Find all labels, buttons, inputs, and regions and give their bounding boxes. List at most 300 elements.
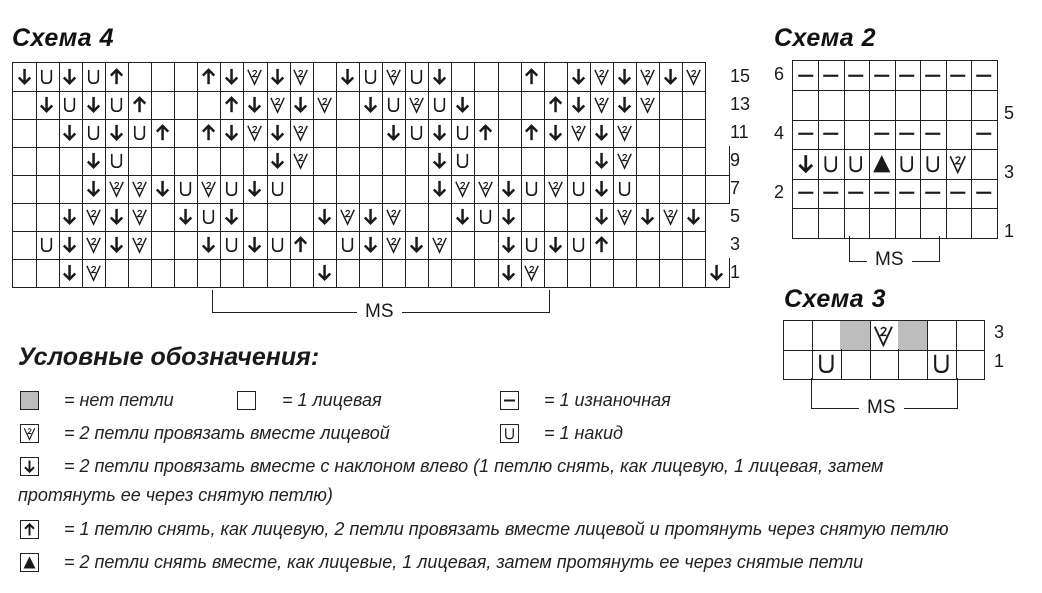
scheme2-row-label-right: 1 — [1004, 220, 1015, 241]
scheme4-cell — [312, 118, 337, 148]
scheme4-cell — [520, 146, 545, 176]
yarn-over-icon — [453, 151, 472, 170]
ssk-icon — [107, 235, 126, 254]
sk2p-icon — [130, 95, 149, 114]
k2tog-icon — [107, 179, 126, 198]
scheme2-cell — [792, 60, 819, 91]
legend-k2tog: = 2 петли провязать вместе лицевой — [64, 423, 390, 443]
scheme2-cell — [792, 90, 819, 121]
ssk-icon — [84, 95, 103, 114]
scheme4-cell — [312, 230, 337, 260]
scheme4-cell — [104, 202, 129, 232]
scheme4-cell — [636, 118, 661, 148]
scheme4-cell — [705, 174, 730, 204]
scheme4-row-label: 5 — [730, 206, 741, 226]
scheme4-cell — [474, 118, 499, 148]
scheme4-cell — [81, 118, 106, 148]
scheme4-cell — [151, 62, 176, 92]
scheme2-cell — [792, 178, 819, 209]
scheme4-cell — [682, 90, 707, 120]
scheme3-cell — [840, 320, 870, 351]
sk2p-icon — [546, 95, 565, 114]
yarn-over-icon — [37, 67, 56, 86]
scheme2-cell — [818, 119, 845, 150]
yarn-over-icon — [338, 235, 357, 254]
legend-yarn-over: = 1 накид — [544, 423, 623, 443]
scheme4-cell — [359, 146, 384, 176]
legend-knit: = 1 лицевая — [282, 390, 382, 410]
s2kp-icon — [20, 553, 39, 572]
scheme4-cell — [35, 62, 60, 92]
scheme2-cell — [869, 60, 896, 91]
purl-icon — [922, 123, 944, 145]
scheme4-cell — [682, 174, 707, 204]
purl-icon — [947, 65, 969, 87]
scheme4-cell — [520, 174, 545, 204]
scheme2-cell — [843, 119, 870, 150]
scheme4-cell — [543, 230, 568, 260]
k2tog-icon — [430, 235, 449, 254]
scheme3-cell — [869, 349, 899, 380]
scheme4-cell — [659, 118, 684, 148]
scheme4-cell — [382, 174, 407, 204]
k2tog-icon — [661, 207, 680, 226]
sk2p-icon — [153, 123, 172, 142]
scheme4-cell — [58, 202, 83, 232]
k2tog-icon — [291, 151, 310, 170]
scheme4-cell — [197, 62, 222, 92]
scheme2-cell — [971, 90, 998, 121]
k2tog-icon — [947, 153, 969, 175]
scheme4-cell — [197, 90, 222, 120]
ssk-icon — [315, 207, 334, 226]
scheme4-cell — [359, 62, 384, 92]
scheme4-cell — [151, 90, 176, 120]
scheme4-cell — [659, 258, 684, 288]
ssk-icon — [430, 123, 449, 142]
scheme3-row-label: 3 — [994, 322, 1005, 342]
scheme4-cell — [12, 230, 37, 260]
purl-icon — [795, 123, 817, 145]
scheme4-cell — [520, 202, 545, 232]
ssk-icon — [499, 179, 518, 198]
scheme4-cell — [682, 230, 707, 260]
ssk-icon — [546, 123, 565, 142]
scheme4-cell — [289, 90, 314, 120]
ssk-icon — [707, 263, 726, 282]
scheme2-row-label-left: 6 — [774, 64, 785, 84]
scheme4-cell — [405, 230, 430, 260]
scheme4-cell — [497, 90, 522, 120]
yarn-over-icon — [929, 351, 954, 376]
ssk-icon — [268, 123, 287, 142]
purl-icon — [845, 65, 867, 87]
ssk-icon — [291, 95, 310, 114]
purl-icon — [795, 182, 817, 204]
yarn-over-icon — [222, 235, 241, 254]
scheme3-cell — [955, 349, 985, 380]
scheme2-cell — [945, 60, 972, 91]
scheme4-cell — [81, 174, 106, 204]
scheme4-cell — [289, 174, 314, 204]
scheme4-cell — [220, 202, 245, 232]
scheme4-cell — [266, 230, 291, 260]
scheme2-row-label-left: 2 — [774, 182, 785, 202]
ssk-icon — [453, 95, 472, 114]
scheme4-cell — [543, 118, 568, 148]
scheme3-cell — [783, 349, 813, 380]
scheme4-cell — [497, 174, 522, 204]
k2tog-icon — [84, 207, 103, 226]
scheme4-cell — [335, 90, 360, 120]
yarn-over-icon — [922, 153, 944, 175]
scheme4-cell — [682, 146, 707, 176]
purl-icon — [896, 182, 918, 204]
scheme4-cell — [335, 146, 360, 176]
scheme4-cell — [151, 174, 176, 204]
scheme2-cell — [945, 90, 972, 121]
scheme4-cell — [520, 118, 545, 148]
scheme4-cell — [451, 230, 476, 260]
scheme4-cell — [405, 90, 430, 120]
scheme4-cell — [174, 230, 199, 260]
scheme2-row-label-left: 4 — [774, 123, 785, 143]
scheme4-cell — [451, 90, 476, 120]
yarn-over-icon — [107, 95, 126, 114]
scheme4-cell — [266, 146, 291, 176]
scheme4-cell — [335, 174, 360, 204]
s2kp-icon — [871, 153, 893, 175]
sk2p-icon — [222, 95, 241, 114]
scheme4-cell — [428, 230, 453, 260]
sk2p-icon — [291, 235, 310, 254]
ssk-icon — [546, 235, 565, 254]
scheme4-cell — [682, 202, 707, 232]
scheme4-cell — [266, 258, 291, 288]
purl-icon — [500, 391, 519, 410]
legend-sk2p: = 1 петлю снять, как лицевую, 2 петли провязать вместе лицевой и протянуть через снятую петлю — [64, 519, 949, 539]
scheme4-cell — [474, 230, 499, 260]
scheme4-cell — [289, 62, 314, 92]
scheme4-cell — [81, 62, 106, 92]
scheme4-cell — [35, 174, 60, 204]
k2tog-icon — [384, 235, 403, 254]
scheme2-cell — [818, 178, 845, 209]
scheme4-cell — [359, 90, 384, 120]
scheme2-cell — [945, 178, 972, 209]
sk2p-icon — [107, 67, 126, 86]
scheme4-cell — [636, 230, 661, 260]
ssk-icon — [661, 67, 680, 86]
scheme2-cell — [792, 119, 819, 150]
k2tog-icon — [199, 179, 218, 198]
scheme2-cell — [971, 119, 998, 150]
scheme4-cell — [613, 118, 638, 148]
scheme4-cell — [566, 118, 591, 148]
scheme4-cell — [520, 230, 545, 260]
ssk-icon — [176, 207, 195, 226]
scheme4-row-label: 13 — [730, 94, 751, 114]
scheme4-cell — [636, 146, 661, 176]
scheme3-ms-label: MS — [859, 398, 904, 417]
ssk-icon — [222, 207, 241, 226]
ssk-icon — [84, 151, 103, 170]
scheme4-cell — [197, 174, 222, 204]
scheme4-cell — [636, 258, 661, 288]
scheme4-cell — [590, 174, 615, 204]
scheme2-cell — [945, 208, 972, 239]
scheme2-cell — [920, 119, 947, 150]
scheme2-cell — [843, 178, 870, 209]
scheme4-cell — [266, 62, 291, 92]
scheme4-cell — [613, 90, 638, 120]
scheme4-cell — [151, 258, 176, 288]
scheme4-cell — [520, 62, 545, 92]
scheme4-cell — [289, 258, 314, 288]
scheme2-cell — [792, 149, 819, 180]
scheme4-cell — [312, 90, 337, 120]
scheme4-cell — [174, 202, 199, 232]
scheme3-cell — [812, 349, 842, 380]
scheme4-cell — [543, 258, 568, 288]
scheme2-cell — [894, 119, 921, 150]
scheme2-cell — [894, 90, 921, 121]
ssk-icon — [338, 67, 357, 86]
ssk-icon — [268, 67, 287, 86]
scheme4-cell — [566, 62, 591, 92]
purl-icon — [922, 65, 944, 87]
scheme4-cell — [243, 230, 268, 260]
scheme4-cell — [497, 202, 522, 232]
sk2p-icon — [476, 123, 495, 142]
scheme4-cell — [128, 118, 153, 148]
scheme4-ms-label: MS — [357, 302, 402, 321]
scheme4-cell — [613, 230, 638, 260]
sk2p-icon — [592, 235, 611, 254]
scheme4-cell — [613, 174, 638, 204]
ssk-icon — [15, 67, 34, 86]
scheme2-cell — [894, 178, 921, 209]
yarn-over-icon — [569, 179, 588, 198]
scheme4-cell — [590, 258, 615, 288]
scheme4-cell — [613, 62, 638, 92]
scheme3-grid — [783, 320, 984, 378]
scheme4-cell — [243, 90, 268, 120]
scheme4-cell — [128, 202, 153, 232]
scheme4-cell — [659, 230, 684, 260]
scheme2-cell — [843, 208, 870, 239]
purl-icon — [973, 182, 995, 204]
scheme4-cell — [497, 146, 522, 176]
scheme4-cell — [359, 258, 384, 288]
scheme4-cell — [382, 62, 407, 92]
scheme4-cell — [12, 258, 37, 288]
k2tog-icon — [684, 67, 703, 86]
k2tog-icon — [130, 235, 149, 254]
scheme4-cell — [497, 62, 522, 92]
yarn-over-icon — [500, 424, 519, 443]
scheme4-cell — [590, 146, 615, 176]
ssk-icon — [795, 153, 817, 175]
ssk-icon — [615, 67, 634, 86]
purl-icon — [795, 65, 817, 87]
scheme4-cell — [128, 90, 153, 120]
scheme2-cell — [869, 119, 896, 150]
scheme4-cell — [128, 62, 153, 92]
scheme4-cell — [451, 118, 476, 148]
scheme2-title: Схема 2 — [774, 24, 876, 52]
scheme4-cell — [428, 62, 453, 92]
scheme4-cell — [659, 90, 684, 120]
scheme4-cell — [58, 258, 83, 288]
scheme4-cell — [312, 174, 337, 204]
scheme2-row-label-right: 5 — [1004, 102, 1015, 123]
purl-icon — [973, 65, 995, 87]
k2tog-icon — [453, 179, 472, 198]
scheme4-row-label: 15 — [730, 66, 751, 86]
scheme2-cell — [920, 60, 947, 91]
scheme4-cell — [497, 230, 522, 260]
scheme4-cell — [543, 202, 568, 232]
scheme3-cell — [955, 320, 985, 351]
k2tog-icon — [245, 67, 264, 86]
scheme2-cell — [920, 178, 947, 209]
scheme4-cell — [243, 174, 268, 204]
scheme4-cell — [659, 146, 684, 176]
ssk-icon — [60, 123, 79, 142]
purl-icon — [845, 182, 867, 204]
scheme4-cell — [197, 118, 222, 148]
scheme4-cell — [58, 62, 83, 92]
scheme4-cell — [382, 258, 407, 288]
k2tog-icon — [338, 207, 357, 226]
scheme4-cell — [289, 118, 314, 148]
scheme4-cell — [543, 174, 568, 204]
scheme2-cell — [818, 208, 845, 239]
scheme4-cell — [12, 90, 37, 120]
purl-icon — [947, 182, 969, 204]
ssk-icon — [60, 263, 79, 282]
scheme3-cell — [783, 320, 813, 351]
scheme4-row-label: 11 — [730, 122, 749, 142]
yarn-over-icon — [896, 153, 918, 175]
scheme4-cell — [220, 174, 245, 204]
scheme4-cell — [266, 118, 291, 148]
yarn-over-icon — [84, 123, 103, 142]
ssk-icon — [107, 207, 126, 226]
scheme4-cell — [636, 90, 661, 120]
scheme4-cell — [474, 62, 499, 92]
scheme2-cell — [869, 149, 896, 180]
k2tog-icon — [592, 67, 611, 86]
scheme4-cell — [58, 174, 83, 204]
ssk-icon — [315, 263, 334, 282]
scheme4-cell — [451, 174, 476, 204]
scheme4-cell — [220, 258, 245, 288]
scheme4-cell — [382, 202, 407, 232]
legend-ssk-line1: = 2 петли провязать вместе с наклоном влево (1 петлю снять, как лицевую, 1 лицевая, затем — [64, 456, 884, 476]
scheme4-cell — [520, 90, 545, 120]
k2tog-icon — [407, 95, 426, 114]
scheme4-cell — [58, 90, 83, 120]
scheme4-cell — [590, 62, 615, 92]
scheme3-cell — [898, 320, 928, 351]
yarn-over-icon — [522, 179, 541, 198]
scheme4-cell — [151, 146, 176, 176]
scheme4-cell — [335, 202, 360, 232]
scheme2-cell — [869, 90, 896, 121]
scheme4-cell — [220, 146, 245, 176]
legend-s2kp: = 2 петли снять вместе, как лицевые, 1 лицевая, затем протянуть ее через снятые петли — [64, 552, 864, 572]
scheme3-title: Схема 3 — [784, 285, 886, 313]
ssk-icon — [569, 95, 588, 114]
scheme4-cell — [81, 146, 106, 176]
scheme2-cell — [894, 208, 921, 239]
scheme4-cell — [289, 146, 314, 176]
scheme4-cell — [104, 174, 129, 204]
scheme4-cell — [243, 202, 268, 232]
yarn-over-icon — [820, 153, 842, 175]
scheme4-cell — [359, 174, 384, 204]
ssk-icon — [245, 235, 264, 254]
scheme4-cell — [405, 118, 430, 148]
scheme4-cell — [382, 118, 407, 148]
scheme4-cell — [613, 202, 638, 232]
scheme4-cell — [405, 258, 430, 288]
ssk-icon — [268, 151, 287, 170]
scheme4-cell — [335, 62, 360, 92]
yarn-over-icon — [130, 123, 149, 142]
scheme4-cell — [35, 146, 60, 176]
yarn-over-icon — [615, 179, 634, 198]
scheme4-cell — [566, 230, 591, 260]
sk2p-icon — [522, 123, 541, 142]
scheme4-cell — [428, 202, 453, 232]
scheme4-cell — [497, 258, 522, 288]
scheme4-cell — [359, 118, 384, 148]
k2tog-icon — [291, 123, 310, 142]
scheme4-cell — [405, 202, 430, 232]
scheme4-cell — [474, 202, 499, 232]
scheme4-cell — [266, 202, 291, 232]
ssk-icon — [453, 207, 472, 226]
scheme2-cell — [945, 149, 972, 180]
scheme4-row-label: 1 — [730, 262, 741, 282]
k2tog-icon — [615, 123, 634, 142]
yarn-over-icon — [222, 179, 241, 198]
scheme4-cell — [451, 146, 476, 176]
scheme4-cell — [682, 118, 707, 148]
ssk-icon — [499, 207, 518, 226]
scheme4-cell — [12, 118, 37, 148]
scheme4-cell — [220, 118, 245, 148]
yarn-over-icon — [84, 67, 103, 86]
k2tog-icon — [569, 123, 588, 142]
scheme4-cell — [104, 62, 129, 92]
scheme4-cell — [543, 146, 568, 176]
scheme4-cell — [197, 146, 222, 176]
scheme4-cell — [474, 146, 499, 176]
k2tog-icon — [522, 263, 541, 282]
scheme4-cell — [12, 202, 37, 232]
scheme4-cell — [151, 118, 176, 148]
scheme4-cell — [474, 258, 499, 288]
legend-purl: = 1 изнаночная — [544, 390, 671, 410]
scheme2-cell — [894, 149, 921, 180]
scheme4-cell — [128, 230, 153, 260]
k2tog-icon — [291, 67, 310, 86]
scheme4-cell — [35, 90, 60, 120]
